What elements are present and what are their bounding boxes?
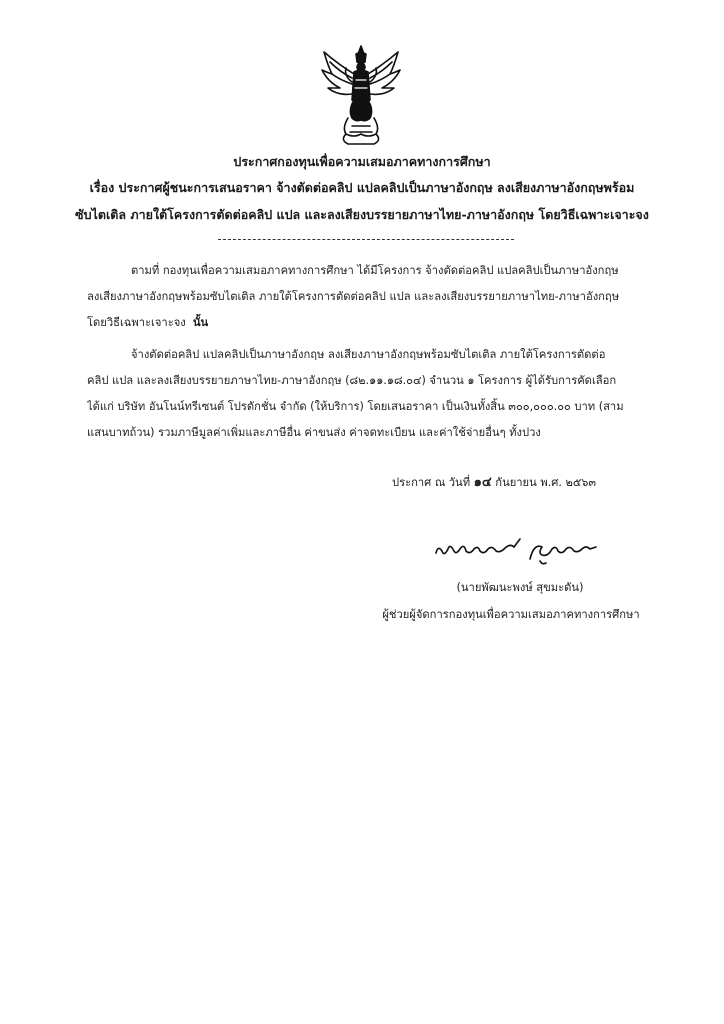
paragraph-1-line-1: ตามที่ กองทุนเพื่อความเสมอภาคทางการศึกษา ได้มีโครงการ จ้างตัดต่อคลิป แปลคลิปเป็นภาษาอังกฤษ bbox=[131, 264, 619, 277]
garuda-emblem-icon bbox=[318, 42, 404, 148]
date-month-year: กันยายน พ.ศ. ๒๕๖๓ bbox=[495, 476, 597, 489]
announcement-date bbox=[392, 471, 596, 492]
paragraph-1-line-3 bbox=[87, 310, 655, 336]
signatory-name: (นายพัฒนะพงษ์ สุขมะดัน) bbox=[456, 581, 584, 594]
paragraph-2-line-2: คลิป แปล และลงเสียงบรรยายภาษาไทย-ภาษาอังกฤษ (๘๒.๑๑.๑๘.๐๔) จำนวน ๑ โครงการ ผู้ได้รับการคัดเลือก bbox=[87, 374, 617, 387]
document-subject-line2: ซับไตเติล ภายใต้โครงการตัดต่อคลิป แปล และลงเสียงบรรยายภาษาไทย-ภาษาอังกฤษ โดยวิธีเฉพาะเจาะจง bbox=[75, 207, 649, 222]
paragraph-2-line-1: จ้างตัดต่อคลิป แปลคลิปเป็นภาษาอังกฤษ ลงเสียงภาษาอังกฤษพร้อมซับไตเติล ภายใต้โครงการตัดต่อ bbox=[131, 348, 606, 361]
paragraph-2-line-4: แสนบาทถ้วน) รวมภาษีมูลค่าเพิ่มและภาษีอื่น ค่าขนส่ง ค่าจดทะเบียน และค่าใช้จ่ายอื่นๆ ทั้งปวง bbox=[87, 426, 541, 439]
paragraph-2-line-3: ได้แก่ บริษัท อันโนน์ทรีเซนต์ โปรดักชั่น จำกัด (ให้บริการ) โดยเสนอราคา เป็นเงินทั้งสิ้น ๓๐๐,๐๐๐.๐๐ บาท (สาม bbox=[87, 400, 624, 413]
signatory-position: ผู้ช่วยผู้จัดการกองทุนเพื่อความเสมอภาคทางการศึกษา bbox=[382, 608, 640, 621]
paragraph-1 bbox=[87, 258, 655, 336]
document-subject-line1: เรื่อง ประกาศผู้ชนะการเสนอราคา จ้างตัดต่อคลิป แปลคลิปเป็นภาษาอังกฤษ ลงเสียงภาษาอังกฤษพร้อม bbox=[89, 180, 635, 195]
paragraph-1-emphasis: นั้น bbox=[192, 316, 209, 329]
document-title: ประกาศกองทุนเพื่อความเสมอภาคทางการศึกษา bbox=[233, 154, 491, 169]
date-day: ๑๔ bbox=[473, 475, 492, 490]
paragraph-2 bbox=[87, 342, 655, 446]
paragraph-1-line-3-text: โดยวิธีเฉพาะเจาะจง bbox=[87, 316, 186, 329]
paragraph-1-line-2: ลงเสียงภาษาอังกฤษพร้อมซับไตเติล ภายใต้โครงการตัดต่อคลิป แปล และลงเสียงบรรยายภาษาไทย-ภาษาอังกฤษ bbox=[87, 290, 620, 303]
handwritten-signature bbox=[430, 533, 600, 567]
divider bbox=[218, 239, 514, 240]
date-prefix: ประกาศ ณ วันที่ bbox=[392, 476, 471, 489]
